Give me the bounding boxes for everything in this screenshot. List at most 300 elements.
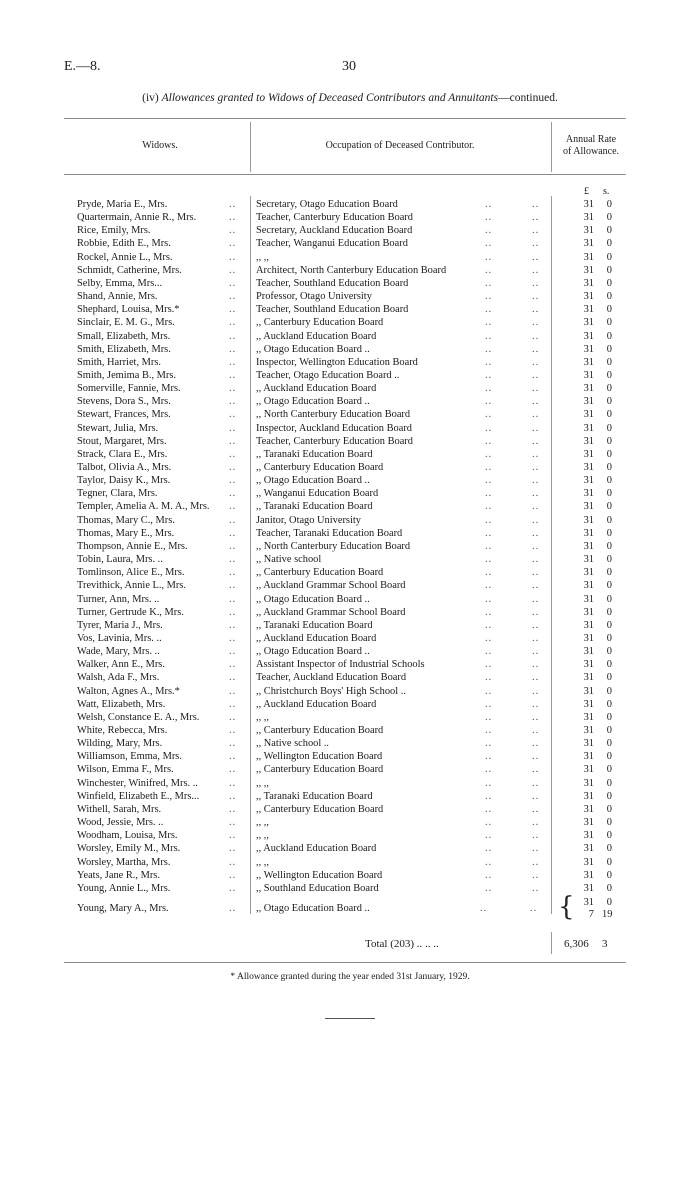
annual-rate-pounds: 31 [583, 356, 594, 368]
leader-dots: .. [229, 619, 237, 631]
occupation: ,, Auckland Grammar School Board [256, 580, 406, 592]
annual-rate-pounds: 31 [583, 659, 594, 671]
annual-rate-pounds: 31 [583, 409, 594, 421]
leader-dots: .. [532, 199, 540, 210]
widow-name: Schmidt, Catherine, Mrs. [77, 264, 182, 276]
occupation: ,, Canterbury Education Board [256, 803, 384, 815]
leader-dots: .. [485, 725, 493, 736]
annual-rate-shillings: 0 [606, 777, 612, 789]
occupation: ,, North Canterbury Education Board [256, 540, 411, 552]
leader-dots: .. [229, 567, 237, 579]
table-row [0, 737, 700, 750]
rate-header-line2: of Allowance. [562, 146, 620, 157]
widow-name: Stewart, Frances, Mrs. [77, 409, 171, 421]
leader-dots: .. [485, 462, 493, 473]
amount-shillings: 0 [606, 897, 612, 908]
leader-dots: .. [485, 383, 493, 395]
leader-dots: .. [485, 606, 493, 618]
annual-rate-pounds: 31 [583, 199, 594, 210]
leader-dots: .. [485, 738, 493, 750]
annual-rate-shillings: 0 [606, 212, 612, 224]
table-row [0, 211, 700, 224]
widow-name: Selby, Emma, Mrs... [77, 277, 163, 289]
leader-dots: .. [485, 212, 493, 224]
leader-dots: .. [485, 264, 493, 276]
annual-rate-shillings: 0 [606, 291, 612, 303]
leader-dots: .. [532, 422, 540, 434]
annual-rate-pounds: 31 [583, 435, 594, 447]
column-header-occupation: Occupation of Deceased Contributor. [325, 140, 475, 151]
table-row [0, 566, 700, 579]
leader-dots: .. [229, 830, 237, 842]
widow-name: Woodham, Louisa, Mrs. [77, 830, 178, 842]
widow-name: White, Rebecca, Mrs. [77, 725, 168, 736]
occupation: ,, Southland Education Board [256, 882, 379, 894]
annual-rate-shillings: 0 [606, 475, 612, 487]
annual-rate-pounds: 31 [583, 277, 594, 289]
leader-dots: .. [485, 593, 493, 605]
table-row [0, 790, 700, 803]
annual-rate-shillings: 0 [606, 238, 612, 250]
occupation: ,, ,, [256, 856, 269, 868]
table-row [0, 803, 700, 816]
occupation: Teacher, Auckland Education Board [256, 672, 407, 684]
table-row [0, 224, 700, 237]
leader-dots: .. [485, 514, 493, 526]
leader-dots: .. [229, 738, 237, 750]
widow-name: Smith, Elizabeth, Mrs. [77, 343, 171, 355]
annual-rate-shillings: 0 [606, 369, 612, 381]
leader-dots: .. [229, 632, 237, 644]
occupation: ,, ,, [256, 777, 269, 789]
annual-rate-pounds: 31 [583, 856, 594, 868]
widow-name: Young, Mary A., Mrs. [77, 903, 169, 914]
leader-dots: .. [532, 514, 540, 526]
leader-dots: .. [485, 435, 493, 447]
table-row [0, 869, 700, 882]
leader-dots: .. [485, 540, 493, 552]
leader-dots: .. [532, 698, 540, 710]
annual-rate-pounds: 31 [583, 330, 594, 342]
leader-dots: .. [485, 803, 493, 815]
leader-dots: .. [229, 540, 237, 552]
leader-dots: .. [229, 251, 237, 263]
leader-dots: .. [485, 488, 493, 500]
annual-rate-shillings: 0 [606, 199, 612, 210]
occupation: ,, Native school .. [256, 738, 330, 750]
leader-dots: .. [532, 501, 540, 513]
leader-dots: .. [229, 711, 237, 723]
table-row [0, 540, 700, 553]
leader-dots: .. [485, 830, 493, 842]
table-row [0, 422, 700, 435]
leader-dots: .. [532, 817, 540, 829]
leader-dots: .. [229, 790, 237, 802]
occupation: ,, Auckland Grammar School Board [256, 606, 406, 618]
leader-dots: .. [485, 238, 493, 250]
leader-dots: .. [532, 435, 540, 447]
leader-dots: .. [229, 514, 237, 526]
leader-dots: .. [532, 330, 540, 342]
annual-rate-shillings: 0 [606, 448, 612, 460]
leader-dots: .. [229, 764, 237, 776]
leader-dots: .. [485, 882, 493, 894]
table-row [0, 435, 700, 448]
annual-rate-pounds: 31 [583, 212, 594, 224]
table-row [0, 500, 700, 513]
annual-rate-pounds: 31 [583, 514, 594, 526]
widow-name: Stevens, Dora S., Mrs. [77, 396, 171, 408]
table-row [0, 343, 700, 356]
table-bottom-rule [64, 962, 626, 963]
occupation: ,, Taranaki Education Board [256, 619, 373, 631]
table-row [0, 553, 700, 566]
widow-name: Winfield, Elizabeth E., Mrs... [77, 790, 200, 802]
occupation: ,, Canterbury Education Board [256, 725, 384, 736]
occupation: Teacher, Canterbury Education Board [256, 212, 413, 224]
leader-dots: .. [532, 238, 540, 250]
footnote: * Allowance granted during the year ended 31st January, 1929. [230, 972, 470, 982]
leader-dots: .. [532, 606, 540, 618]
leader-dots: .. [532, 646, 540, 658]
leader-dots: .. [229, 527, 237, 539]
total-label: Total (203) .. .. .. [365, 938, 439, 950]
occupation: ,, Canterbury Education Board [256, 462, 384, 473]
leader-dots: .. [485, 659, 493, 671]
table-row [0, 632, 700, 645]
occupation: ,, Taranaki Education Board [256, 501, 373, 513]
leader-dots: .. [530, 903, 538, 914]
leader-dots: .. [485, 764, 493, 776]
leader-dots: .. [532, 580, 540, 592]
leader-dots: .. [532, 554, 540, 566]
leader-dots: .. [485, 199, 493, 210]
occupation: ,, Native school [256, 554, 322, 566]
table-row [0, 514, 700, 527]
table-row [0, 593, 700, 606]
leader-dots: .. [229, 725, 237, 736]
leader-dots: .. [229, 659, 237, 671]
leader-dots: .. [229, 277, 237, 289]
allowance-amount-2 [0, 908, 700, 921]
leader-dots: .. [532, 632, 540, 644]
leader-dots: .. [229, 264, 237, 276]
widow-name: Wood, Jessie, Mrs. .. [77, 817, 164, 829]
annual-rate-pounds: 31 [583, 777, 594, 789]
leader-dots: .. [532, 882, 540, 894]
annual-rate-pounds: 31 [583, 238, 594, 250]
widow-name: Smith, Jemima B., Mrs. [77, 369, 177, 381]
annual-rate-pounds: 31 [583, 606, 594, 618]
leader-dots: .. [532, 685, 540, 697]
annual-rate-shillings: 0 [606, 567, 612, 579]
annual-rate-pounds: 31 [583, 448, 594, 460]
widow-name: Turner, Ann, Mrs. .. [77, 593, 160, 605]
amount-shillings: 19 [602, 909, 613, 920]
table-row [0, 882, 700, 895]
leader-dots: .. [229, 501, 237, 513]
occupation: ,, ,, [256, 817, 269, 829]
annual-rate-shillings: 0 [606, 462, 612, 473]
leader-dots: .. [229, 462, 237, 473]
leader-dots: .. [532, 790, 540, 802]
leader-dots: .. [532, 856, 540, 868]
amount-brace: { [558, 892, 575, 922]
occupation: Secretary, Otago Education Board [256, 199, 398, 210]
leader-dots: .. [229, 751, 237, 763]
annual-rate-pounds: 31 [583, 882, 594, 894]
leader-dots: .. [229, 199, 237, 210]
leader-dots: .. [485, 527, 493, 539]
leader-dots: .. [229, 593, 237, 605]
table-row [0, 237, 700, 250]
title-suffix: —continued. [498, 92, 558, 104]
table-row [0, 671, 700, 684]
leader-dots: .. [532, 672, 540, 684]
occupation: Teacher, Southland Education Board [256, 277, 409, 289]
leader-dots: .. [532, 475, 540, 487]
annual-rate-shillings: 0 [606, 672, 612, 684]
widow-name: Wilding, Mary, Mrs. [77, 738, 163, 750]
leader-dots: .. [485, 554, 493, 566]
annual-rate-shillings: 0 [606, 882, 612, 894]
table-row [0, 842, 700, 855]
widow-name: Shephard, Louisa, Mrs.* [77, 304, 180, 316]
widow-name: Shand, Annie, Mrs. [77, 291, 158, 303]
occupation: ,, Auckland Education Board [256, 383, 377, 395]
widow-name: Trevithick, Annie L., Mrs. [77, 580, 187, 592]
annual-rate-shillings: 0 [606, 304, 612, 316]
table-row [0, 461, 700, 474]
leader-dots: .. [532, 725, 540, 736]
unit-shillings: s. [603, 186, 610, 197]
leader-dots: .. [485, 225, 493, 237]
leader-dots: .. [485, 777, 493, 789]
annual-rate-pounds: 31 [583, 554, 594, 566]
table-row [0, 198, 700, 211]
table-row [0, 763, 700, 776]
annual-rate-shillings: 0 [606, 422, 612, 434]
leader-dots: .. [485, 817, 493, 829]
column-divider-2 [551, 122, 552, 172]
leader-dots: .. [229, 356, 237, 368]
annual-rate-shillings: 0 [606, 725, 612, 736]
widow-name: Wilson, Emma F., Mrs. [77, 764, 174, 776]
occupation: ,, Auckland Education Board [256, 632, 377, 644]
leader-dots: .. [485, 277, 493, 289]
annual-rate-pounds: 31 [583, 540, 594, 552]
table-row [0, 448, 700, 461]
title-text: Allowances granted to Widows of Deceased Contributors and Annuitants [161, 92, 499, 104]
leader-dots: .. [532, 711, 540, 723]
widow-name: Thomas, Mary E., Mrs. [77, 527, 175, 539]
annual-rate-pounds: 31 [583, 567, 594, 579]
leader-dots: .. [532, 777, 540, 789]
widow-name: Small, Elizabeth, Mrs. [77, 330, 171, 342]
annual-rate-pounds: 31 [583, 672, 594, 684]
annual-rate-shillings: 0 [606, 527, 612, 539]
annual-rate-shillings: 0 [606, 317, 612, 329]
rate-header-line1: Annual Rate [565, 134, 617, 145]
leader-dots: .. [532, 369, 540, 381]
table-row [0, 303, 700, 316]
table-row [0, 685, 700, 698]
table-row [0, 579, 700, 592]
annual-rate-pounds: 31 [583, 869, 594, 881]
leader-dots: .. [485, 422, 493, 434]
annual-rate-shillings: 0 [606, 790, 612, 802]
occupation: ,, Canterbury Education Board [256, 317, 384, 329]
table-row [0, 619, 700, 632]
occupation: Architect, North Canterbury Education Board [256, 264, 447, 276]
closing-rule [325, 1018, 375, 1019]
leader-dots: .. [532, 488, 540, 500]
leader-dots: .. [229, 554, 237, 566]
annual-rate-pounds: 31 [583, 790, 594, 802]
leader-dots: .. [532, 593, 540, 605]
leader-dots: .. [532, 396, 540, 408]
leader-dots: .. [229, 369, 237, 381]
annual-rate-pounds: 31 [583, 632, 594, 644]
leader-dots: .. [532, 304, 540, 316]
table-row [0, 711, 700, 724]
occupation: ,, ,, [256, 830, 269, 842]
annual-rate-shillings: 0 [606, 751, 612, 763]
annual-rate-pounds: 31 [583, 396, 594, 408]
occupation: ,, Taranaki Education Board [256, 448, 373, 460]
leader-dots: .. [229, 383, 237, 395]
annual-rate-shillings: 0 [606, 738, 612, 750]
table-row [0, 356, 700, 369]
occupation: Secretary, Auckland Education Board [256, 225, 413, 237]
widow-name: Sinclair, E. M. G., Mrs. [77, 317, 175, 329]
report-reference: E.—8. [64, 59, 101, 74]
widow-name: Rice, Emily, Mrs. [77, 225, 151, 237]
widow-name: Wade, Mary, Mrs. .. [77, 646, 160, 658]
widow-name: Withell, Sarah, Mrs. [77, 803, 162, 815]
widow-name: Templer, Amelia A. M. A., Mrs. [77, 501, 210, 513]
total-shillings: 3 [602, 938, 608, 950]
leader-dots: .. [229, 580, 237, 592]
annual-rate-pounds: 31 [583, 738, 594, 750]
amount-pounds: 7 [588, 909, 594, 920]
widow-name: Taylor, Daisy K., Mrs. [77, 475, 171, 487]
annual-rate-pounds: 31 [583, 830, 594, 842]
occupation: ,, Auckland Education Board [256, 330, 377, 342]
leader-dots: .. [532, 764, 540, 776]
leader-dots: .. [532, 803, 540, 815]
annual-rate-pounds: 31 [583, 593, 594, 605]
occupation: ,, Wellington Education Board [256, 751, 383, 763]
leader-dots: .. [532, 619, 540, 631]
annual-rate-shillings: 0 [606, 488, 612, 500]
annual-rate-pounds: 31 [583, 501, 594, 513]
table-row [0, 527, 700, 540]
table-title [0, 92, 700, 104]
leader-dots: .. [229, 212, 237, 224]
leader-dots: .. [485, 790, 493, 802]
leader-dots: .. [229, 817, 237, 829]
annual-rate-shillings: 0 [606, 843, 612, 855]
annual-rate-shillings: 0 [606, 593, 612, 605]
occupation: ,, Otago Education Board .. [256, 903, 370, 914]
table-row [0, 316, 700, 329]
leader-dots: .. [229, 672, 237, 684]
leader-dots: .. [532, 251, 540, 263]
widow-name: Thompson, Annie E., Mrs. [77, 540, 188, 552]
leader-dots: .. [485, 448, 493, 460]
occupation: Teacher, Southland Education Board [256, 304, 409, 316]
total-divider [551, 932, 552, 954]
leader-dots: .. [485, 330, 493, 342]
leader-dots: .. [485, 646, 493, 658]
leader-dots: .. [532, 527, 540, 539]
widow-name: Stout, Margaret, Mrs. [77, 435, 167, 447]
leader-dots: .. [485, 698, 493, 710]
occupation: ,, Wanganui Education Board [256, 488, 379, 500]
annual-rate-shillings: 0 [606, 685, 612, 697]
widow-name: Tomlinson, Alice E., Mrs. [77, 567, 185, 579]
title-prefix: (iv) [142, 92, 159, 104]
widow-name: Somerville, Fannie, Mrs. [77, 383, 181, 395]
leader-dots: .. [229, 882, 237, 894]
occupation: Teacher, Otago Education Board .. [256, 369, 400, 381]
annual-rate-shillings: 0 [606, 554, 612, 566]
occupation: ,, Taranaki Education Board [256, 790, 373, 802]
annual-rate-pounds: 31 [583, 369, 594, 381]
widow-name: Walton, Agnes A., Mrs.* [77, 685, 180, 697]
widow-name: Tegner, Clara, Mrs. [77, 488, 158, 500]
widow-name: Smith, Harriet, Mrs. [77, 356, 161, 368]
leader-dots: .. [485, 251, 493, 263]
widow-name: Vos, Lavinia, Mrs. .. [77, 632, 162, 644]
leader-dots: .. [485, 501, 493, 513]
leader-dots: .. [532, 751, 540, 763]
annual-rate-shillings: 0 [606, 330, 612, 342]
widow-name: Yeats, Jane R., Mrs. [77, 869, 160, 881]
occupation: Assistant Inspector of Industrial Schools [256, 659, 425, 671]
table-top-rule [64, 118, 626, 119]
annual-rate-shillings: 0 [606, 540, 612, 552]
annual-rate-pounds: 31 [583, 488, 594, 500]
leader-dots: .. [532, 567, 540, 579]
leader-dots: .. [532, 277, 540, 289]
table-row [0, 330, 700, 343]
leader-dots: .. [532, 317, 540, 329]
total-pounds: 6,306 [564, 938, 589, 950]
occupation: ,, Otago Education Board .. [256, 343, 370, 355]
column-divider-1 [250, 122, 251, 172]
occupation: ,, Otago Education Board .. [256, 593, 370, 605]
annual-rate-shillings: 0 [606, 830, 612, 842]
table-row [0, 395, 700, 408]
leader-dots: .. [485, 843, 493, 855]
occupation: ,, North Canterbury Education Board [256, 409, 411, 421]
occupation: ,, ,, [256, 251, 269, 263]
annual-rate-shillings: 0 [606, 514, 612, 526]
widow-name: Walsh, Ada F., Mrs. [77, 672, 160, 684]
occupation: ,, Wellington Education Board [256, 869, 383, 881]
annual-rate-pounds: 31 [583, 580, 594, 592]
leader-dots: .. [532, 356, 540, 368]
annual-rate-pounds: 31 [583, 462, 594, 473]
annual-rate-shillings: 0 [606, 343, 612, 355]
unit-pounds: £ [584, 186, 589, 197]
leader-dots: .. [485, 685, 493, 697]
annual-rate-pounds: 31 [583, 698, 594, 710]
table-row [0, 724, 700, 737]
occupation: ,, Otago Education Board .. [256, 475, 370, 487]
